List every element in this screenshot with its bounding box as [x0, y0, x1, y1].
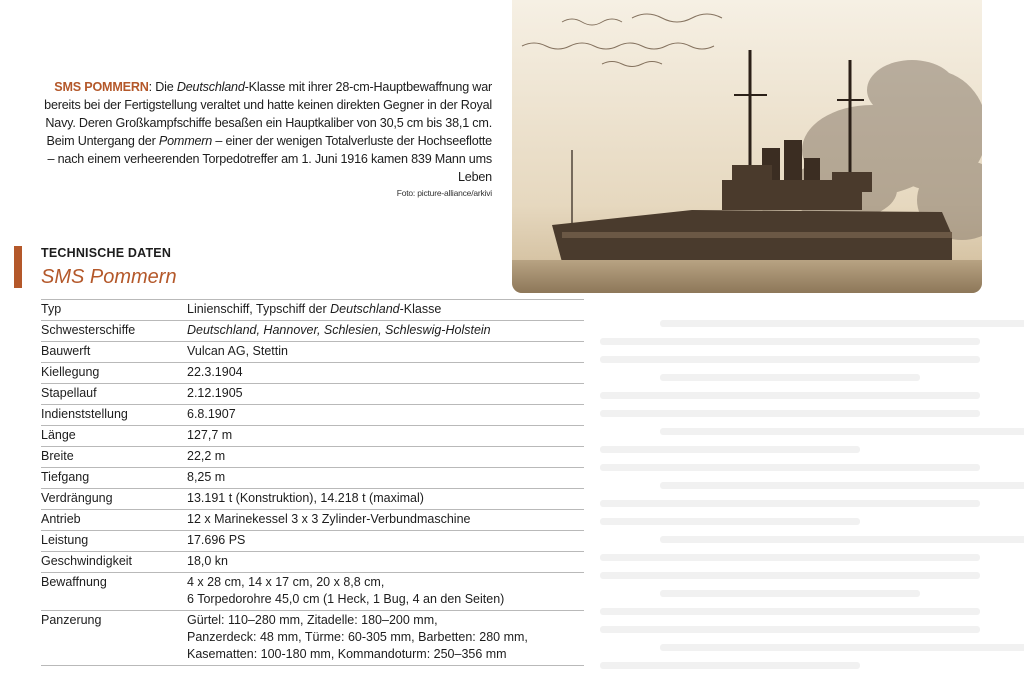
- spec-key: Antrieb: [41, 510, 187, 531]
- spec-value-segment: -Klasse: [399, 302, 442, 316]
- faded-text-line: [660, 644, 1024, 651]
- caption-segment: : Die: [148, 80, 177, 94]
- spec-value-line: [187, 469, 584, 486]
- spec-value: [187, 300, 584, 321]
- spec-value-segment: 22,2 m: [187, 449, 226, 463]
- faded-text-line: [600, 500, 980, 507]
- spec-row: [41, 531, 584, 552]
- spec-value-line: [187, 385, 584, 402]
- caption-segment: – einer der wenigen Totalverluste der Hochseeflotte – nach einem verheerenden Torpedotreffer am 1. Juni 1916 kamen 839 Mann ums Leben: [47, 134, 492, 184]
- spec-value-line: [187, 301, 584, 318]
- spec-key: Schwesterschiffe: [41, 321, 187, 342]
- faded-text-line: [600, 338, 980, 345]
- spec-row: [41, 552, 584, 573]
- spec-value-line: [187, 364, 584, 381]
- spec-key: Breite: [41, 447, 187, 468]
- spec-value-segment: 4 x 28 cm, 14 x 17 cm, 20 x 8,8 cm,: [187, 575, 385, 589]
- faded-text-line: [660, 320, 1024, 327]
- spec-value: [187, 426, 584, 447]
- spec-row: [41, 573, 584, 611]
- spec-key: Stapellauf: [41, 384, 187, 405]
- spec-value-segment: Panzerdeck: 48 mm, Türme: 60-305 mm, Barbetten: 280 mm,: [187, 630, 528, 644]
- technical-data-table: [41, 299, 584, 666]
- caption-lead: SMS POMMERN: [54, 80, 149, 94]
- caption-body: [44, 80, 492, 184]
- faded-text-line: [660, 590, 920, 597]
- spec-key: Leistung: [41, 531, 187, 552]
- spec-value-segment: 2.12.1905: [187, 386, 243, 400]
- spec-value: [187, 552, 584, 573]
- spec-value-segment: Deutschland, Hannover, Schlesien, Schleswig-Holstein: [187, 323, 491, 337]
- faded-text-line: [600, 608, 980, 615]
- spec-key: Indienststellung: [41, 405, 187, 426]
- spec-value-segment: 127,7 m: [187, 428, 233, 442]
- spec-value: [187, 384, 584, 405]
- spec-row: [41, 468, 584, 489]
- faded-text-line: [600, 662, 860, 669]
- spec-key: Bauwerft: [41, 342, 187, 363]
- spec-value: [187, 611, 584, 666]
- spec-row: [41, 405, 584, 426]
- spec-value-line: [187, 532, 584, 549]
- photo-caption: [40, 78, 492, 199]
- faded-text-line: [660, 374, 920, 381]
- photo-water: [512, 260, 982, 293]
- spec-value-line: [187, 427, 584, 444]
- battleship-illustration: [512, 0, 982, 293]
- spec-row: [41, 384, 584, 405]
- spec-row: [41, 611, 584, 666]
- faded-text-line: [600, 626, 980, 633]
- spec-row: [41, 300, 584, 321]
- spec-value-line: [187, 343, 584, 360]
- spec-key: Panzerung: [41, 611, 187, 666]
- spec-value-line: [187, 629, 584, 646]
- spec-row: [41, 447, 584, 468]
- faded-text-line: [660, 482, 1024, 489]
- battleship-photo: [512, 0, 982, 293]
- spec-value: [187, 405, 584, 426]
- spec-value: [187, 342, 584, 363]
- faded-text-line: [600, 392, 980, 399]
- spec-value-segment: Gürtel: 110–280 mm, Zitadelle: 180–200 mm,: [187, 613, 438, 627]
- faded-facing-page-text: [600, 300, 1020, 680]
- spec-key: Kiellegung: [41, 363, 187, 384]
- spec-value: [187, 447, 584, 468]
- faded-text-line: [600, 356, 980, 363]
- faded-text-line: [660, 428, 1024, 435]
- spec-value-segment: 22.3.1904: [187, 365, 243, 379]
- spec-value-segment: 17.696 PS: [187, 533, 246, 547]
- spec-value-line: [187, 591, 584, 608]
- spec-value-segment: Linienschiff, Typschiff der: [187, 302, 331, 316]
- spec-value-segment: Vulcan AG, Stettin: [187, 344, 288, 358]
- spec-value: [187, 321, 584, 342]
- spec-row: [41, 426, 584, 447]
- hull-stripe: [562, 232, 952, 238]
- spec-key: Typ: [41, 300, 187, 321]
- ship-title: SMS Pommern: [41, 266, 177, 288]
- spec-row: [41, 363, 584, 384]
- spec-value-segment: 13.191 t (Konstruktion), 14.218 t (maximal): [187, 491, 424, 505]
- spec-value-segment: 8,25 m: [187, 470, 226, 484]
- photo-credit: Foto: picture-alliance/arkivi: [396, 188, 492, 198]
- faded-text-line: [600, 518, 860, 525]
- spec-value-line: [187, 511, 584, 528]
- spec-value-segment: 6 Torpedorohre 45,0 cm (1 Heck, 1 Bug, 4 an den Seiten): [187, 592, 505, 606]
- spec-key: Geschwindigkeit: [41, 552, 187, 573]
- caption-segment: -Klasse mit ihrer 28-cm-Hauptbewaffnung war bereits bei der Fertigstellung veraltet und hatte keinen direkten Gegner in der Royal Navy. Deren Großkampfschiffe besaßen ein Hauptkaliber von 30,5 cm bis 38,1 cm. Beim Untergang der: [44, 80, 492, 148]
- spec-value-line: [187, 646, 584, 663]
- spec-value-segment: 6.8.1907: [187, 407, 236, 421]
- faded-text-line: [600, 464, 980, 471]
- spec-key: Bewaffnung: [41, 573, 187, 611]
- caption-segment: Pommern: [158, 134, 213, 148]
- spec-value: [187, 363, 584, 384]
- spec-value-segment: 12 x Marinekessel 3 x 3 Zylinder-Verbundmaschine: [187, 512, 471, 526]
- spec-value-segment: 18,0 kn: [187, 554, 229, 568]
- spec-value: [187, 468, 584, 489]
- spec-value-line: [187, 612, 584, 629]
- spec-value: [187, 573, 584, 611]
- spec-row: [41, 342, 584, 363]
- caption-segment: Deutschland: [176, 80, 245, 94]
- spec-value: [187, 531, 584, 552]
- spec-value-line: [187, 406, 584, 423]
- faded-text-line: [660, 536, 1024, 543]
- faded-text-line: [600, 554, 980, 561]
- spec-row: [41, 489, 584, 510]
- spec-row: [41, 510, 584, 531]
- spec-row: [41, 321, 584, 342]
- spec-value-segment: Deutschland: [330, 302, 400, 316]
- faded-text-line: [600, 410, 980, 417]
- spec-value-segment: Kasematten: 100-180 mm, Kommandoturm: 250–356 mm: [187, 647, 507, 661]
- faded-text-line: [600, 446, 860, 453]
- spec-value-line: [187, 322, 584, 339]
- spec-value-line: [187, 553, 584, 570]
- spec-value-line: [187, 490, 584, 507]
- spec-value-line: [187, 574, 584, 591]
- spec-value-line: [187, 448, 584, 465]
- spec-value: [187, 489, 584, 510]
- section-accent-bar: [14, 246, 22, 288]
- spec-key: Tiefgang: [41, 468, 187, 489]
- section-label: TECHNISCHE DATEN: [41, 246, 172, 260]
- spec-key: Länge: [41, 426, 187, 447]
- spec-key: Verdrängung: [41, 489, 187, 510]
- spec-value: [187, 510, 584, 531]
- faded-text-line: [600, 572, 980, 579]
